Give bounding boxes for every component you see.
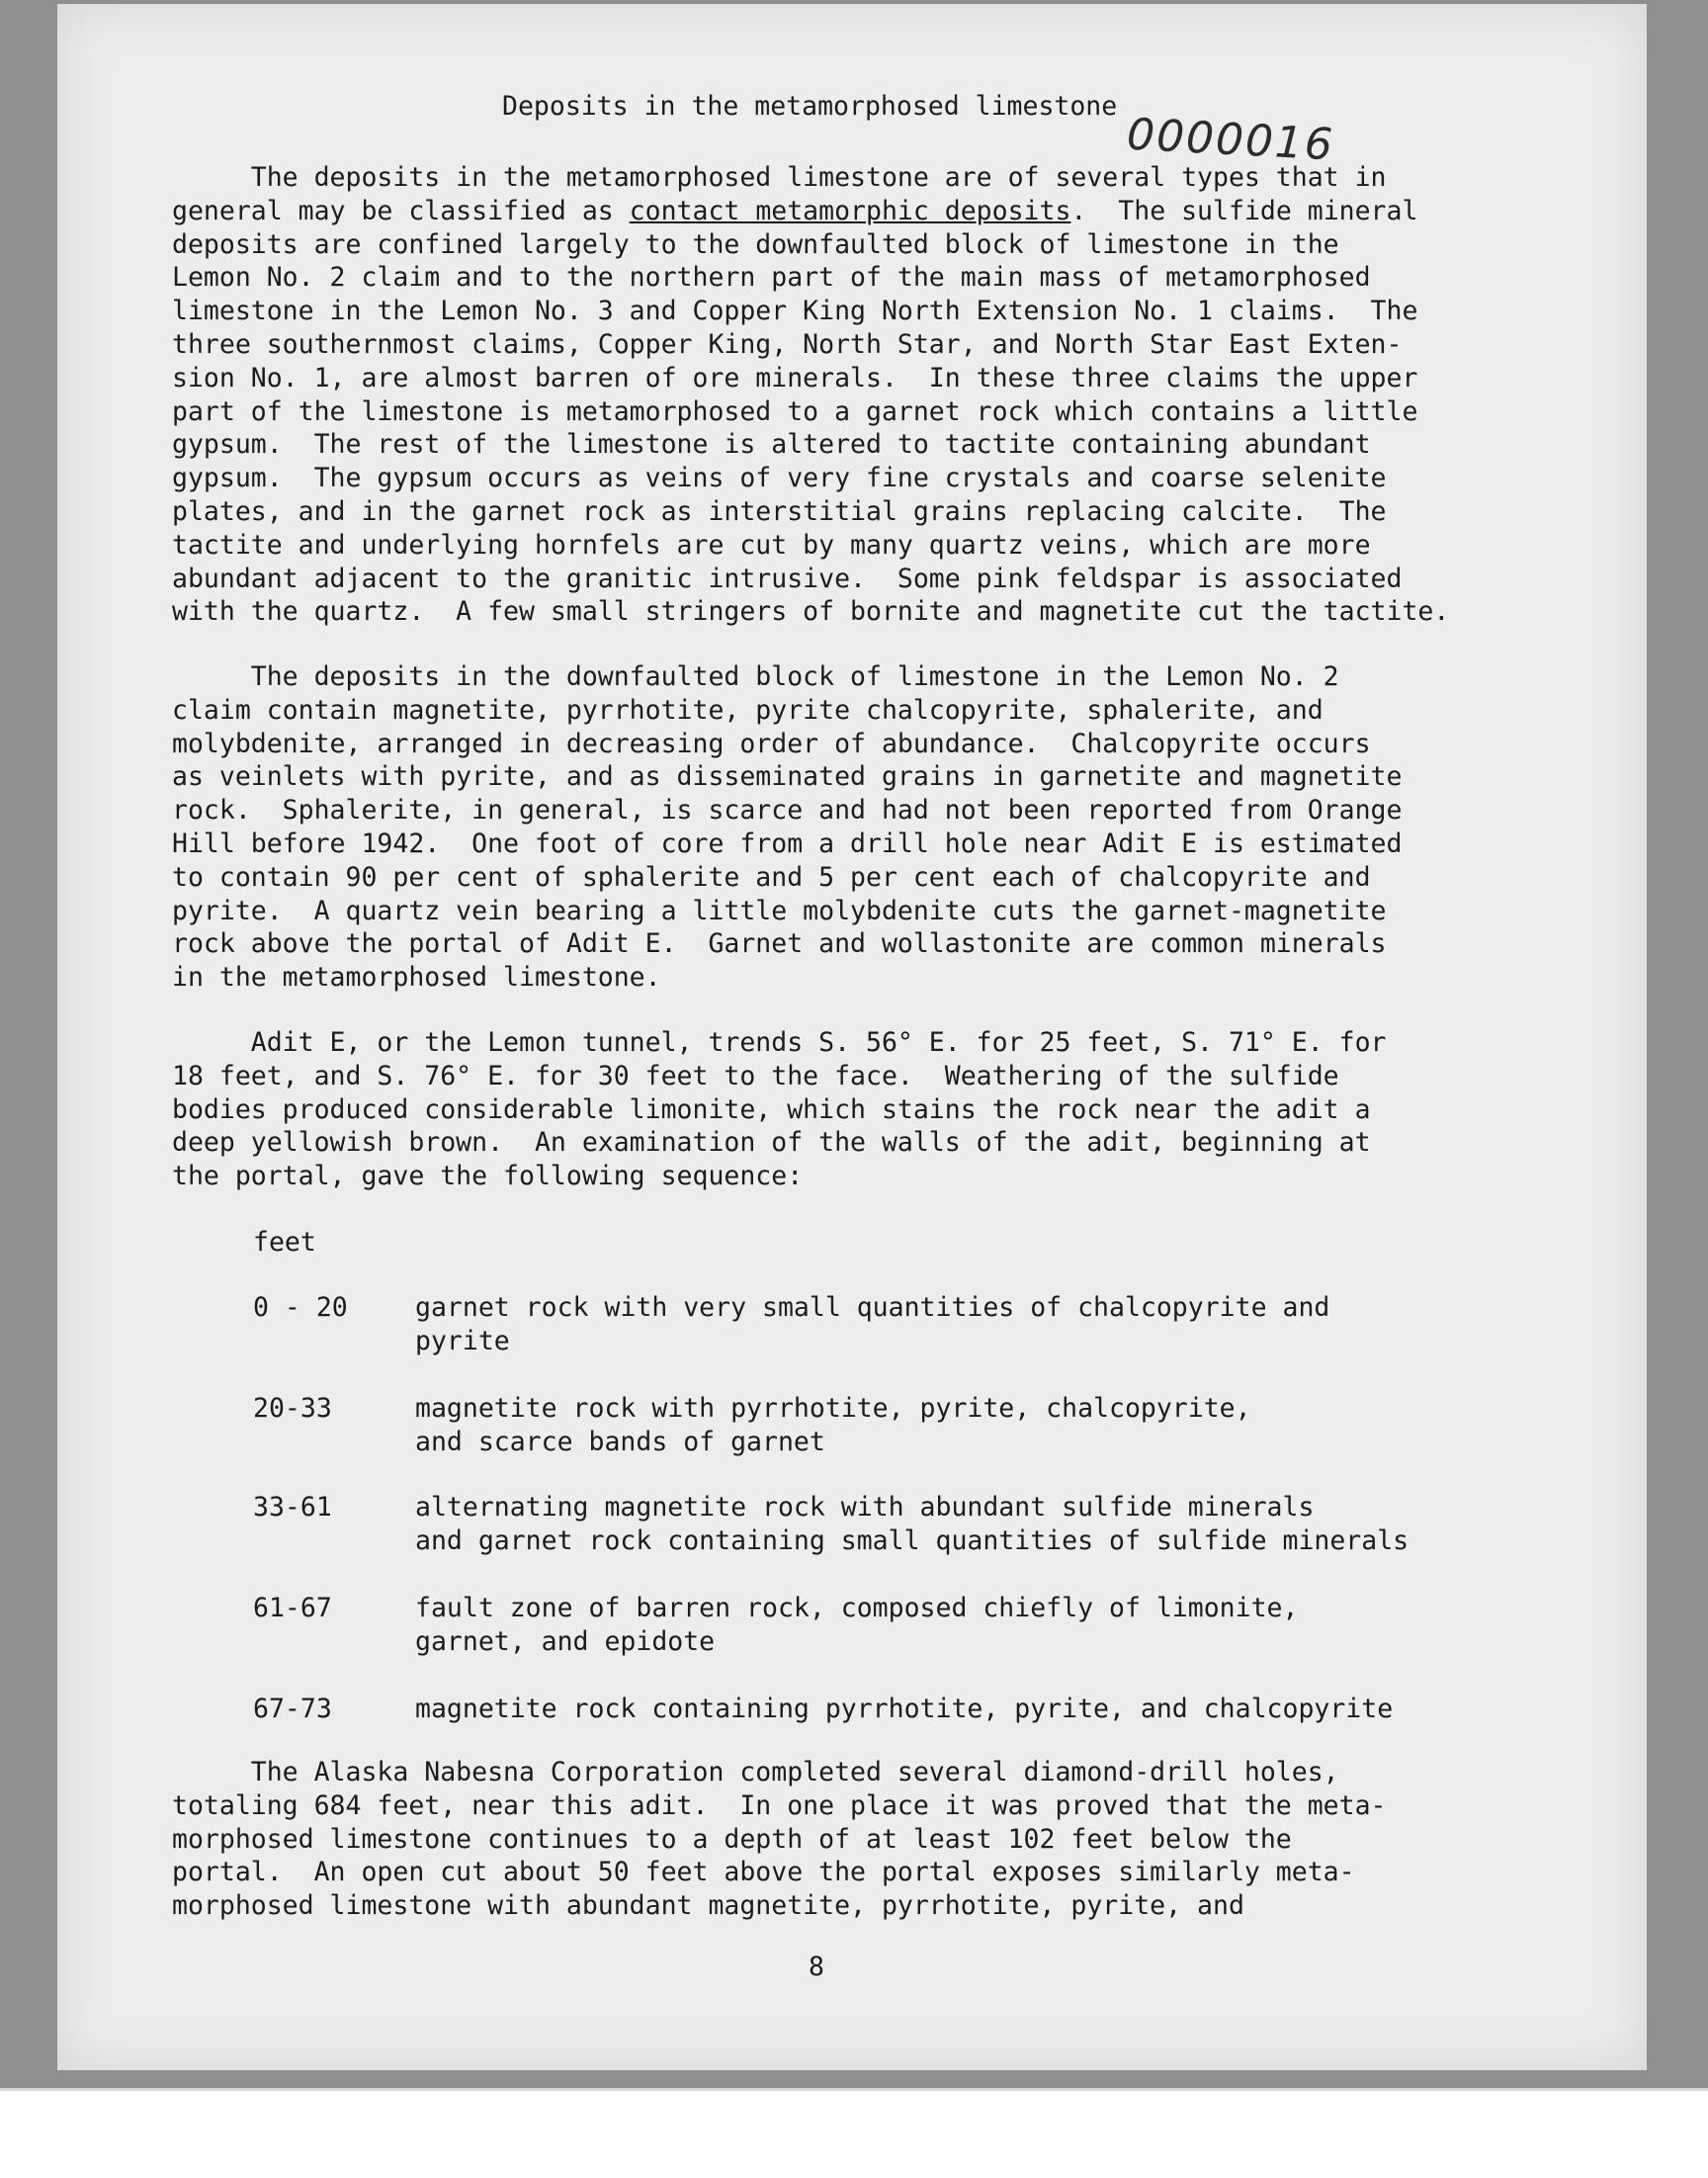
text-line: totaling 684 feet, near this adit. In one place it was proved that the meta-: [172, 1789, 1387, 1821]
text-line: pyrite. A quartz vein bearing a little molybdenite cuts the garnet-magnetite: [172, 895, 1387, 926]
paragraph-contact-deposits: [172, 161, 1449, 629]
section-heading: Deposits in the metamorphosed limestone: [502, 91, 1118, 122]
text-line: gypsum. The rest of the limestone is altered to tactite containing abundant: [172, 429, 1371, 461]
text-line: in the metamorphosed limestone.: [172, 962, 661, 994]
sequence-description: magnetite rock containing pyrrhotite, pyrite, and chalcopyrite: [415, 1694, 1394, 1724]
sequence-description: alternating magnetite rock with abundant sulfide minerals and garnet rock containing small quantities of sulfide minerals: [415, 1492, 1409, 1556]
sequence-range: 61-67: [253, 1593, 332, 1623]
paragraph-downfaulted-block: [172, 660, 1402, 995]
text-line: Lemon No. 2 claim and to the northern part of the main mass of metamorphosed: [172, 262, 1371, 294]
scan-margin: [0, 2088, 1708, 2178]
text-line: deep yellowish brown. An examination of the walls of the adit, beginning at: [172, 1127, 1371, 1159]
text-line: portal. An open cut about 50 feet above the portal exposes similarly meta-: [172, 1857, 1355, 1888]
sequence-description: fault zone of barren rock, composed chiefly of limonite, garnet, and epidote: [415, 1593, 1299, 1657]
text-line: morphosed limestone continues to a depth of at least 102 feet below the: [172, 1823, 1292, 1855]
sequence-range: 33-61: [253, 1492, 332, 1523]
text-line: limestone in the Lemon No. 3 and Copper King North Extension No. 1 claims. The: [172, 296, 1418, 327]
text-line: tactite and underlying hornfels are cut by many quartz veins, which are more: [172, 529, 1371, 561]
text-line: part of the limestone is metamorphosed to a garnet rock which contains a little: [172, 395, 1418, 427]
paragraph-adit-e: [172, 1026, 1387, 1193]
text-line: abundant adjacent to the granitic intrusive. Some pink feldspar is associated: [172, 563, 1403, 594]
text-line: 18 feet, and S. 76° E. for 30 feet to the face. Weathering of the sulfide: [172, 1060, 1339, 1091]
text-line: Hill before 1942. One foot of core from a drill hole near Adit E is estimated: [172, 828, 1403, 859]
text-line: three southernmost claims, Copper King, North Star, and North Star East Exten-: [172, 328, 1403, 360]
paragraph-drill-holes: [172, 1756, 1387, 1923]
text-line: bodies produced considerable limonite, which stains the rock near the adit a: [172, 1093, 1371, 1125]
text-line: sion No. 1, are almost barren of ore minerals. In these three claims the upper: [172, 362, 1418, 393]
text-line: deposits are confined largely to the downfaulted block of limestone in the: [172, 228, 1339, 260]
text-line: molybdenite, arranged in decreasing order of abundance. Chalcopyrite occurs: [172, 728, 1371, 759]
text-line: to contain 90 per cent of sphalerite and 5 per cent each of chalcopyrite and: [172, 861, 1371, 893]
text-line: rock. Sphalerite, in general, is scarce and had not been reported from Orange: [172, 795, 1403, 827]
sequence-range: 67-73: [253, 1694, 332, 1724]
document-stamp: 0000016: [1125, 109, 1336, 171]
text-line: with the quartz. A few small stringers of bornite and magnetite cut the tactite.: [172, 596, 1450, 628]
underlined-term: contact metamorphic deposits: [629, 195, 1071, 226]
sequence-range: 20-33: [253, 1393, 332, 1424]
text-line: claim contain magnetite, pyrrhotite, pyrite chalcopyrite, sphalerite, and: [172, 694, 1324, 726]
sequence-range: 0 - 20: [253, 1292, 348, 1323]
sequence-description: garnet rock with very small quantities of chalcopyrite and pyrite: [415, 1292, 1330, 1356]
text-line: general may be classified as contact metamorphic deposits. The sulfide mineral: [172, 195, 1418, 226]
text-line: morphosed limestone with abundant magnetite, pyrrhotite, pyrite, and: [172, 1890, 1244, 1922]
text-line: The deposits in the downfaulted block of limestone in the Lemon No. 2: [172, 661, 1339, 692]
text-line: plates, and in the garnet rock as interstitial grains replacing calcite. The: [172, 495, 1387, 527]
text-line: as veinlets with pyrite, and as disseminated grains in garnetite and magnetite: [172, 761, 1403, 793]
text-line: the portal, gave the following sequence:: [172, 1161, 804, 1192]
text-line: rock above the portal of Adit E. Garnet and wollastonite are common minerals: [172, 928, 1387, 960]
sequence-description: magnetite rock with pyrrhotite, pyrite, chalcopyrite, and scarce bands of garnet: [415, 1393, 1251, 1457]
text-line: The Alaska Nabesna Corporation completed several diamond-drill holes,: [172, 1757, 1339, 1787]
text-line: Adit E, or the Lemon tunnel, trends S. 56° E. for 25 feet, S. 71° E. for: [172, 1027, 1387, 1058]
sequence-unit-label: feet: [253, 1227, 316, 1258]
page-number: 8: [809, 1952, 824, 1982]
text-line: The deposits in the metamorphosed limestone are of several types that in: [172, 162, 1387, 193]
text-line: gypsum. The gypsum occurs as veins of very fine crystals and coarse selenite: [172, 463, 1387, 494]
